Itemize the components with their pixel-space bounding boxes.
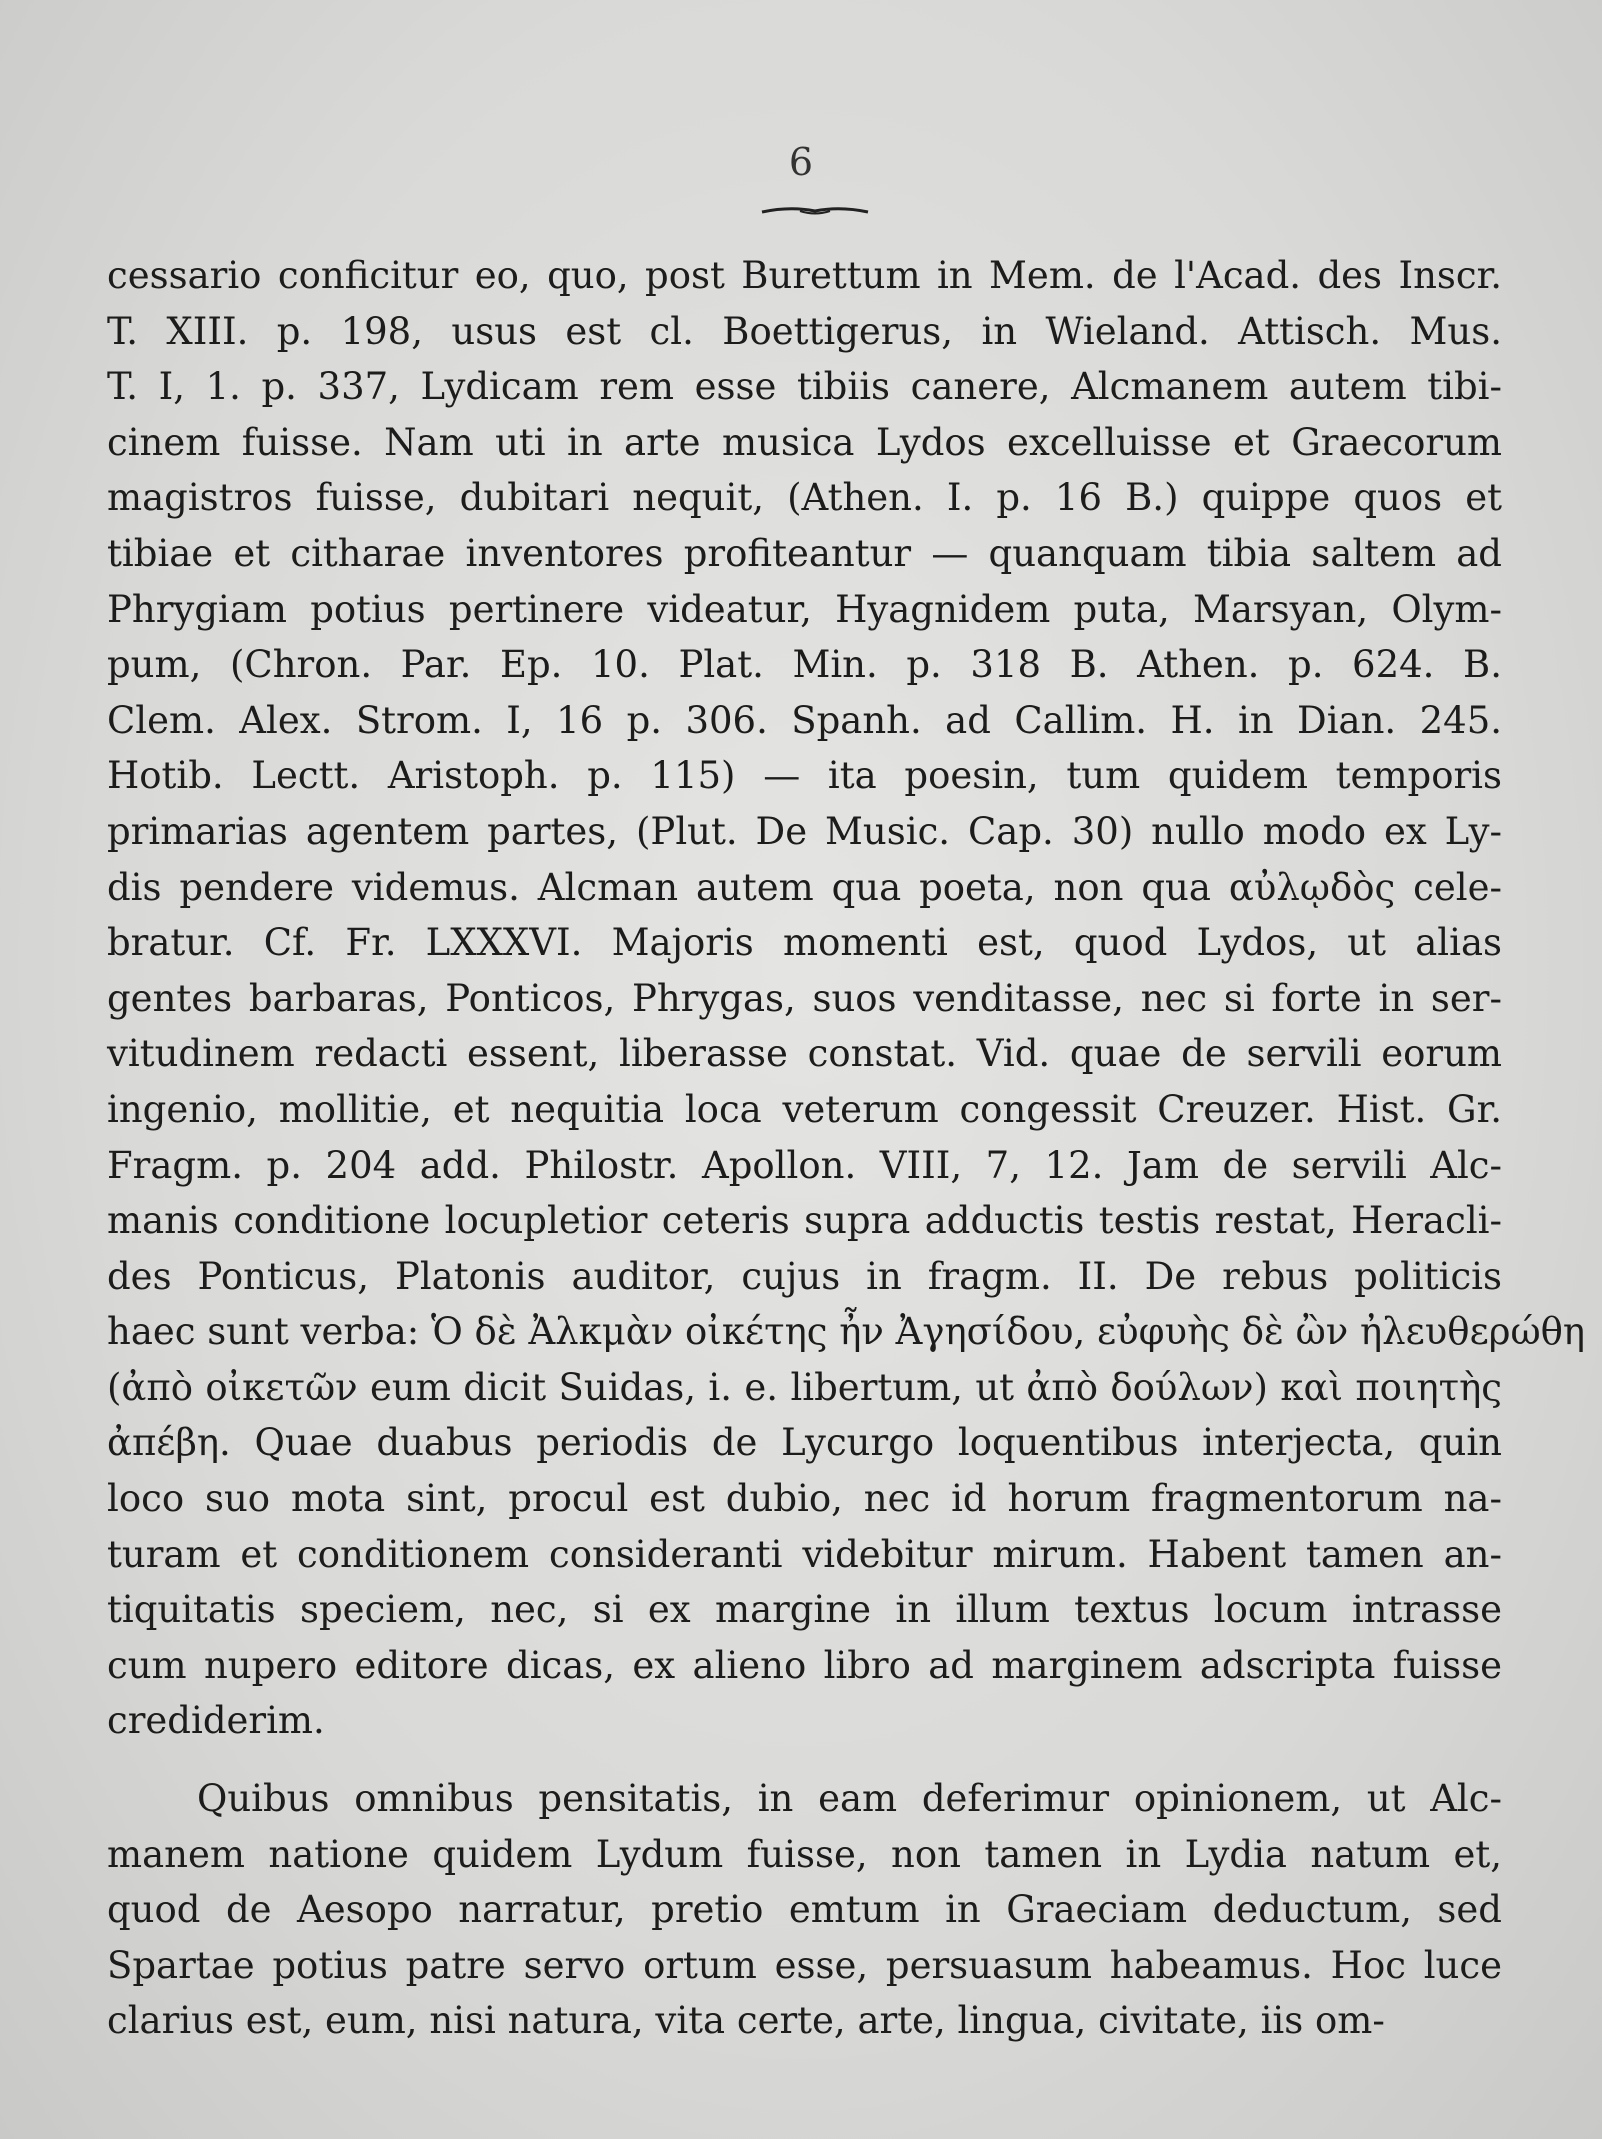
text-line: primarias agentem partes, (Plut. De Music. Cap. 30) nullo modo ex Ly- (107, 809, 1502, 853)
text-line: cessario conficitur eo, quo, post Burettum in Mem. de l'Acad. des Inscr. (107, 254, 1502, 297)
text-line: Phrygiam potius pertinere videatur, Hyagnidem puta, Marsyan, Olym- (107, 587, 1502, 631)
text-line: Clem. Alex. Strom. I, 16 p. 306. Spanh. ad Callim. H. in Dian. 245. (107, 698, 1502, 742)
text-line: manem natione quidem Lydum fuisse, non tamen in Lydia natum et, (107, 1832, 1502, 1876)
text-line: tibiae et citharae inventores profiteantur — quanquam tibia saltem ad (107, 531, 1502, 575)
text-line: loco suo mota sint, procul est dubio, nec id horum fragmentorum na- (107, 1477, 1502, 1521)
text-line: cum nupero editore dicas, ex alieno libro ad marginem adscripta fuisse (107, 1643, 1502, 1687)
text-line: (ἀπὸ οἰκετῶν eum dicit Suidas, i. e. libertum, ut ἀπὸ δούλων) καὶ ποιητὴς (107, 1365, 1502, 1409)
text-line: pum, (Chron. Par. Ep. 10. Plat. Min. p. 318 B. Athen. p. 624. B. (107, 643, 1502, 687)
text-line: ingenio, mollitie, et nequitia loca veterum congessit Creuzer. Hist. Gr. (107, 1087, 1502, 1131)
text-line: vitudinem redacti essent, liberasse constat. Vid. quae de servili eorum (107, 1032, 1502, 1076)
text-line: quod de Aesopo narratur, pretio emtum in Graeciam deductum, sed (107, 1888, 1502, 1932)
text-line: tiquitatis speciem, nec, si ex margine in illum textus locum intrasse (107, 1588, 1502, 1632)
text-line: T. XIII. p. 198, usus est cl. Boettigerus, in Wieland. Attisch. Mus. (107, 309, 1502, 353)
paragraph-1 (107, 248, 1586, 1749)
text-line: turam et conditionem consideranti videbitur mirum. Habent tamen an- (107, 1532, 1502, 1576)
text-line: Spartae potius patre servo ortum esse, persuasum habeamus. Hoc luce (107, 1943, 1502, 1987)
text-line: ἀπέβη. Quae duabus periodis de Lycurgo loquentibus interjecta, quin (107, 1421, 1502, 1465)
text-line: gentes barbaras, Ponticos, Phrygas, suos venditasse, nec si forte in ser- (107, 976, 1502, 1020)
text-line: haec sunt verba: Ὁ δὲ Ἀλκμὰν οἰκέτης ἦν Ἀγησίδου, εὐφυὴς δὲ ὢν ἠλευθερώθη (107, 1310, 1586, 1354)
ornament-rule (760, 200, 870, 218)
text-line: clarius est, eum, nisi natura, vita certe, arte, lingua, civitate, iis om- (107, 1999, 1385, 2043)
text-line: bratur. Cf. Fr. LXXXVI. Majoris momenti est, quod Lydos, ut alias (107, 921, 1502, 965)
text-line: cinem fuisse. Nam uti in arte musica Lydos excelluisse et Graecorum (107, 420, 1502, 464)
text-line: manis conditione locupletior ceteris supra adductis testis restat, Heracli- (107, 1199, 1502, 1243)
paragraph-2 (107, 1771, 1502, 2049)
text-line: dis pendere videmus. Alcman autem qua poeta, non qua αὐλῳδὸς cele- (107, 865, 1502, 909)
text-line: crediderim. (107, 1699, 325, 1743)
body-text (107, 248, 1586, 2049)
text-line: Fragm. p. 204 add. Philostr. Apollon. VIII, 7, 12. Jam de servili Alc- (107, 1143, 1502, 1187)
text-line: Hotib. Lectt. Aristoph. p. 115) — ita poesin, tum quidem temporis (107, 754, 1502, 798)
text-line: des Ponticus, Platonis auditor, cujus in fragm. II. De rebus politicis (107, 1254, 1502, 1298)
text-line: T. I, 1. p. 337, Lydicam rem esse tibiis canere, Alcmanem autem tibi- (107, 365, 1502, 409)
page-number: 6 (788, 140, 814, 184)
text-line: Quibus omnibus pensitatis, in eam deferimur opinionem, ut Alc- (197, 1777, 1502, 1821)
text-line: magistros fuisse, dubitari nequit, (Athen. I. p. 16 B.) quippe quos et (107, 476, 1502, 520)
